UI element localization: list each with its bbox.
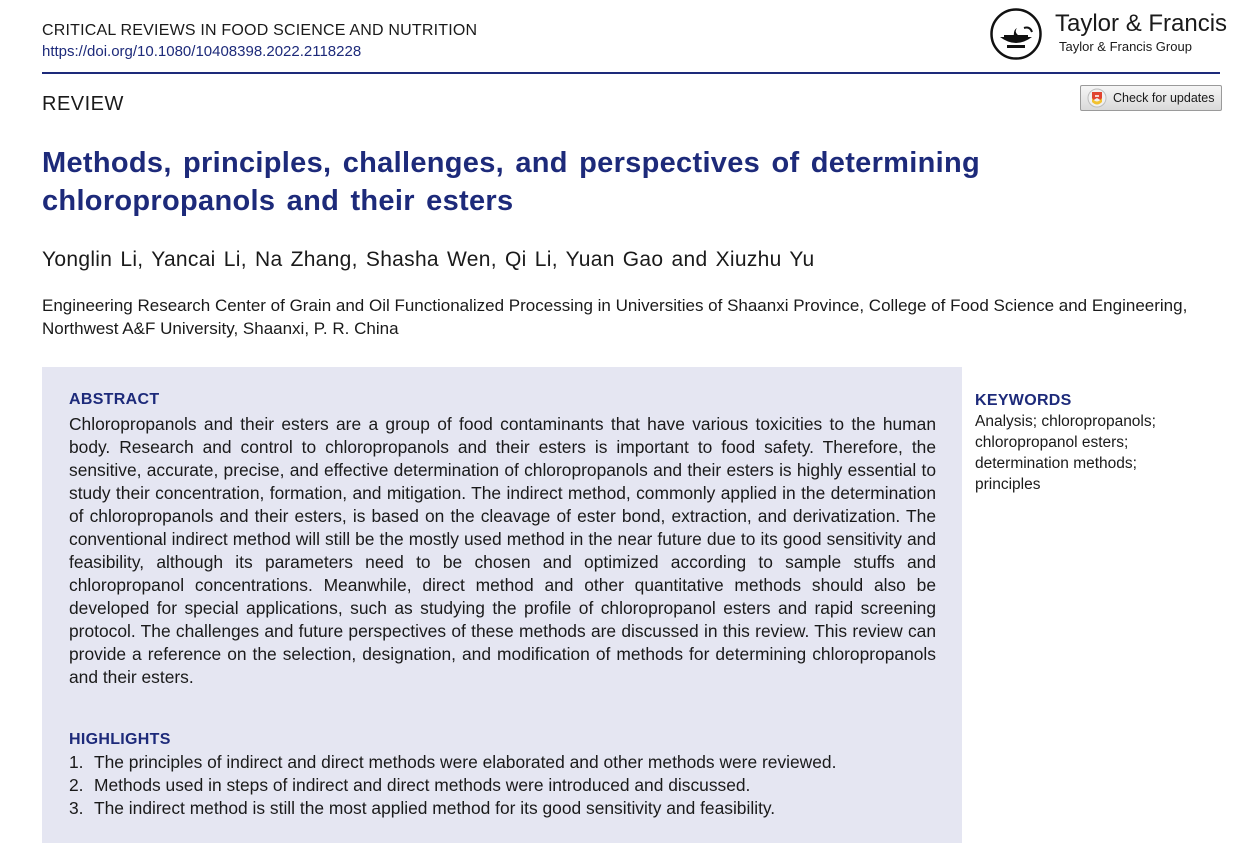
keyword-line: principles: [975, 476, 1041, 493]
abstract-text: Chloropropanols and their esters are a group of food contaminants that have various toxicities to the human body. Research and control to chloropropanols and their esters is important to food safety. Therefore, the sensitive, accurate, precise, and effective determination of chloropropanols and their esters is highly essential to study their concentration, formation, and mitigation. The indirect method, commonly applied in the determination of chloropropanols and their esters, is based on the cleavage of ester bond, extraction, and derivatization. The conventional indirect method will still be the mostly used method in the near future due to its good sensitivity and feasibility, although its parameters need to be chosen and optimized according to sample stuffs and chloropropanol concentrations. Meanwhile, direct method and other quantitative methods should also be developed for special applications, such as studying the profile of chloropropanol esters and rapid screening protocol. The challenges and future perspectives of these methods are discussed in this review. This review can provide a reference on the selection, designation, and modification of methods for determining chloropropanols and their esters.: [69, 414, 936, 687]
publisher-logo: [990, 8, 1230, 60]
highlights-list: [69, 751, 836, 820]
abstract-panel: [42, 367, 962, 843]
journal-name: CRITICAL REVIEWS IN FOOD SCIENCE AND NUTRITION: [42, 22, 478, 39]
keyword-line: chloropropanol esters;: [975, 434, 1129, 451]
list-item-text: The indirect method is still the most applied method for its good sensitivity and feasibility.: [94, 798, 776, 818]
check-for-updates-label: Check for updates: [1113, 91, 1215, 105]
keywords-heading: KEYWORDS: [975, 392, 1072, 409]
list-item: [69, 774, 836, 797]
affiliation: Engineering Research Center of Grain and Oil Functionalized Processing in Universities of Shaanxi Province, College of Food Science and Engineering, Northwest A&F University, Shaanxi, P. R. China: [42, 296, 1188, 338]
doi-link[interactable]: https://doi.org/10.1080/10408398.2022.2118228: [42, 43, 362, 60]
keywords-list: [975, 411, 1195, 495]
lamp-logo-icon: [990, 8, 1042, 60]
header-divider: [42, 72, 1220, 74]
publisher-group: Taylor & Francis Group: [1059, 39, 1192, 54]
abstract-heading: ABSTRACT: [69, 391, 160, 408]
keyword-line: Analysis; chloropropanols;: [975, 413, 1156, 430]
list-item: [69, 751, 836, 774]
article-title: Methods, principles, challenges, and perspectives of determining chloropropanols and their esters: [42, 147, 981, 217]
keyword-line: determination methods;: [975, 455, 1137, 472]
author-list: Yonglin Li, Yancai Li, Na Zhang, Shasha Wen, Qi Li, Yuan Gao and Xiuzhu Yu: [42, 248, 815, 271]
list-item-text: The principles of indirect and direct methods were elaborated and other methods were reviewed.: [94, 752, 837, 772]
publisher-name: Taylor & Francis: [1055, 10, 1228, 37]
highlights-heading: HIGHLIGHTS: [69, 731, 171, 748]
list-item-text: Methods used in steps of indirect and direct methods were introduced and discussed.: [94, 775, 751, 795]
list-number: 2.: [69, 775, 84, 795]
list-number: 1.: [69, 752, 84, 772]
list-number: 3.: [69, 798, 84, 818]
list-item: [69, 797, 836, 820]
crossmark-icon: [1087, 88, 1107, 108]
check-for-updates-button[interactable]: [1080, 85, 1222, 111]
article-type: REVIEW: [42, 93, 124, 115]
